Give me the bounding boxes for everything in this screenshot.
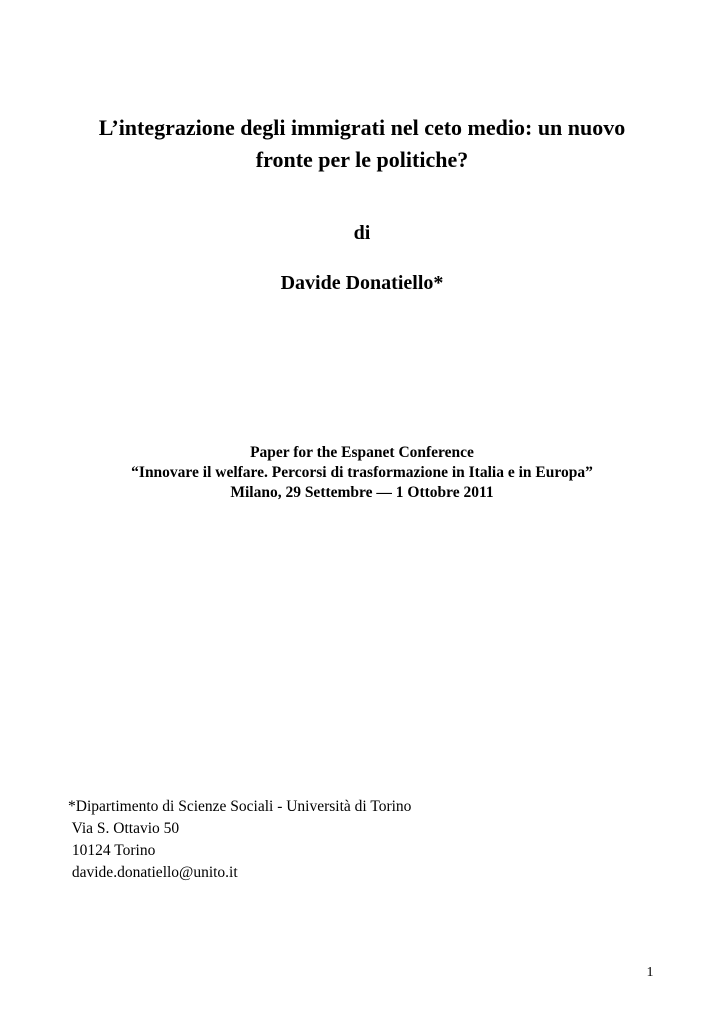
document-title-line-1: L’integrazione degli immigrati nel ceto medio: un nuovo bbox=[98, 115, 626, 140]
affiliation-city: 10124 Torino bbox=[68, 842, 156, 859]
document-title-line-2: fronte per le politiche? bbox=[255, 147, 469, 172]
affiliation-department: *Dipartimento di Scienze Sociali - Università di Torino bbox=[68, 798, 412, 815]
conference-line-1: Paper for the Espanet Conference bbox=[250, 444, 474, 461]
page-number: 1 bbox=[646, 965, 654, 980]
conference-block bbox=[40, 443, 684, 503]
document-title bbox=[40, 112, 684, 176]
author-name: Davide Donatiello* bbox=[280, 272, 444, 294]
conference-line-2: “Innovare il welfare. Percorsi di trasformazione in Italia e in Europa” bbox=[131, 464, 593, 481]
affiliation-street: Via S. Ottavio 50 bbox=[68, 820, 180, 837]
conference-line-3: Milano, 29 Settembre — 1 Ottobre 2011 bbox=[230, 484, 494, 501]
affiliation-block bbox=[68, 796, 411, 884]
by-label: di bbox=[353, 222, 371, 244]
affiliation-email: davide.donatiello@unito.it bbox=[68, 864, 238, 881]
